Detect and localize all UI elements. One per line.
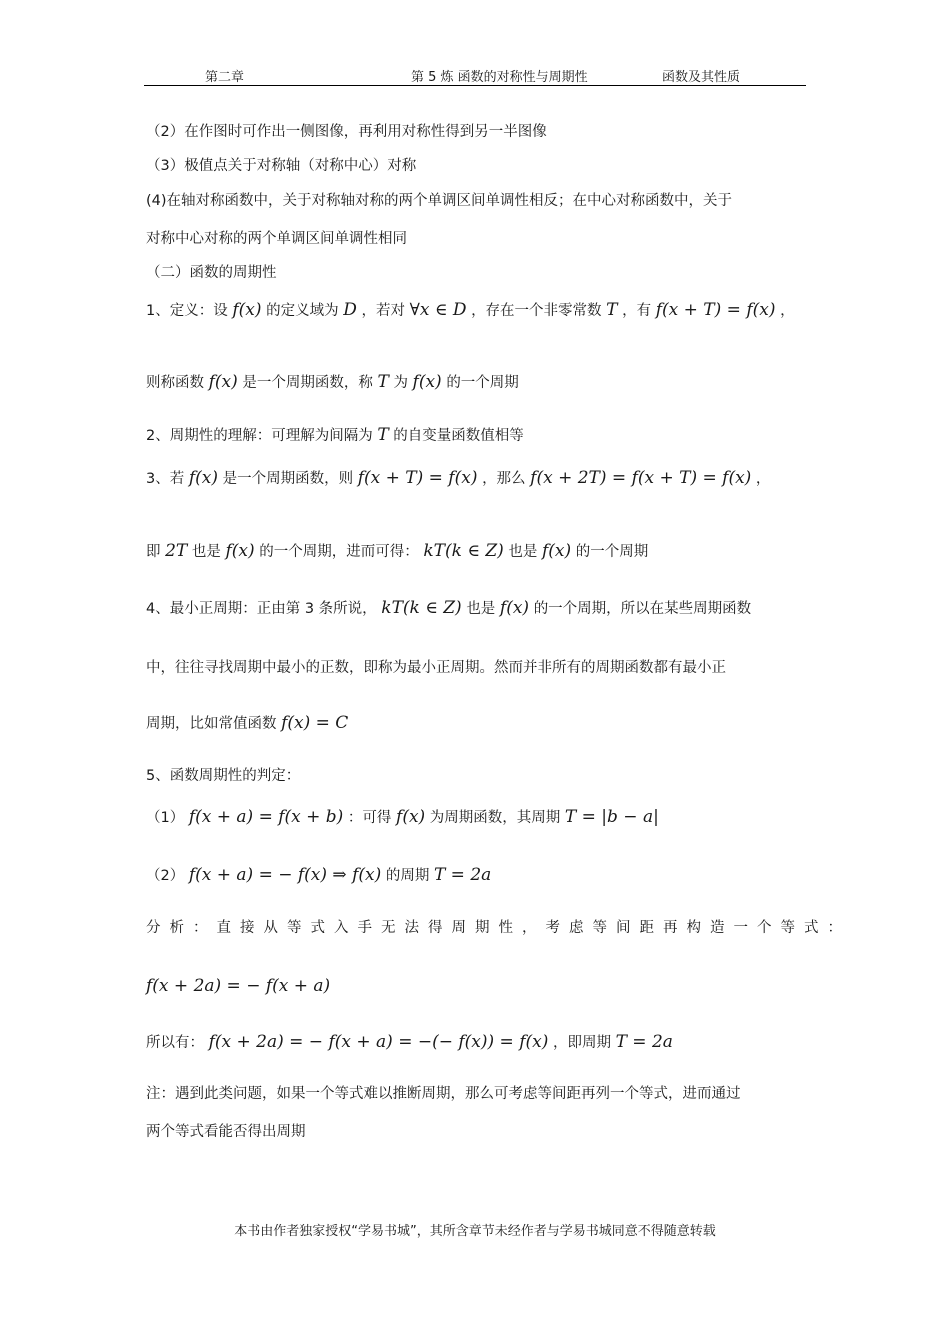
text: 则称函数 xyxy=(146,375,204,391)
header-section: 第 5 炼 函数的对称性与周期性 xyxy=(411,70,588,85)
point-3-conclusion xyxy=(146,541,648,562)
header-rule xyxy=(144,85,806,86)
formula-criterion-1: f(x + a) = f(x + b) xyxy=(188,807,344,827)
formula-T: T xyxy=(377,372,389,392)
text: 为周期函数，其周期 xyxy=(429,810,561,826)
formula-period-2: T = 2a xyxy=(615,1032,673,1052)
symmetry-point-3: （3）极值点关于对称轴（对称中心）对称 xyxy=(146,158,417,174)
text: ：可得 xyxy=(347,810,392,826)
text: 也是 xyxy=(508,544,538,560)
formula-fx: f(x) xyxy=(396,807,426,827)
formula-fx: f(x) xyxy=(412,372,442,392)
text: ， xyxy=(780,303,795,319)
point-4-line xyxy=(146,598,751,619)
symmetry-point-4: (4)在轴对称函数中，关于对称轴对称的两个单调区间单调性相反；在中心对称函数中，关于 xyxy=(146,193,733,209)
formula-fx: f(x) xyxy=(208,372,238,392)
formula-fxT: f(x + T) = f(x) xyxy=(655,300,776,320)
text: ，那么 xyxy=(482,471,526,487)
text: 的一个周期，进而可得： xyxy=(259,544,419,560)
text: 的一个周期，所以在某些周期函数 xyxy=(533,601,752,617)
header-topic: 函数及其性质 xyxy=(662,70,741,85)
formula-step: f(x + 2a) = − f(x + a) xyxy=(146,976,331,996)
text: 是一个周期函数，称 xyxy=(242,375,373,391)
text: 的周期 xyxy=(385,868,430,884)
formula-chain: f(x + 2a) = − f(x + a) = −(− f(x)) = f(x) xyxy=(208,1032,549,1052)
text: ，若对 xyxy=(361,303,405,319)
text: 为 xyxy=(393,375,408,391)
point-5-heading: 5、函数周期性的判定： xyxy=(146,768,301,784)
text: 即 xyxy=(146,544,161,560)
formula-period-2: T = 2a xyxy=(433,865,492,885)
symmetry-point-2: （2）在作图时可作出一侧图像，再利用对称性得到另一半图像 xyxy=(146,124,547,140)
text: ，有 xyxy=(622,303,652,319)
definition-line xyxy=(146,300,795,321)
text: 周期，比如常值函数 xyxy=(146,716,277,732)
text: 3、若 xyxy=(146,471,185,487)
formula-fx: f(x) xyxy=(542,541,572,561)
formula-fxT: f(x + T) = f(x) xyxy=(357,468,478,488)
note-line-2: 两个等式看能否得出周期 xyxy=(146,1124,306,1140)
text: ， xyxy=(755,471,771,487)
formula-fx2T: f(x + 2T) = f(x + T) = f(x) xyxy=(530,468,752,488)
text: 2、周期性的理解：可理解为间隔为 xyxy=(146,428,373,444)
analysis-equation xyxy=(146,976,330,997)
definition-conclusion xyxy=(146,372,519,393)
analysis-line: 分析：直接从等式入手无法得周期性，考虑等间距再构造一个等式： xyxy=(146,920,851,936)
formula-forall: ∀x ∈ D xyxy=(409,300,467,320)
text: 也是 xyxy=(191,544,221,560)
formula-domain: D xyxy=(343,300,357,320)
formula-fx: f(x) xyxy=(225,541,255,561)
derivation-line xyxy=(146,1032,673,1053)
note-line-1: 注：遇到此类问题，如果一个等式难以推断周期，那么可考虑等间距再列一个等式，进而通过 xyxy=(146,1086,741,1102)
symmetry-point-4-cont: 对称中心对称的两个单调区间单调性相同 xyxy=(146,231,407,247)
point-4-line-3 xyxy=(146,713,348,734)
text: 的一个周期 xyxy=(446,375,519,391)
text: 的自变量函数值相等 xyxy=(393,428,524,444)
formula-fx: f(x) xyxy=(188,468,218,488)
text: 也是 xyxy=(466,601,496,617)
formula-T: T xyxy=(377,425,389,445)
text: 的一个周期 xyxy=(575,544,649,560)
text: 1、定义：设 xyxy=(146,303,228,319)
text: 所以有： xyxy=(146,1035,204,1051)
formula-kT: kT(k ∈ Z) xyxy=(423,541,504,561)
text: （1） xyxy=(146,810,185,826)
text: （2） xyxy=(146,868,185,884)
formula-kT: kT(k ∈ Z) xyxy=(381,598,462,618)
formula-T: T xyxy=(606,300,618,320)
text: ，即周期 xyxy=(552,1035,611,1051)
header-chapter: 第二章 xyxy=(205,70,245,85)
point-2-line xyxy=(146,425,524,446)
section-heading-periodicity: （二）函数的周期性 xyxy=(146,265,277,281)
formula-constant: f(x) = C xyxy=(281,713,349,733)
criterion-2 xyxy=(146,865,491,886)
point-3-line xyxy=(146,468,770,489)
text: 的定义域为 xyxy=(266,303,339,319)
formula-2T: 2T xyxy=(165,541,188,561)
text: ，存在一个非零常数 xyxy=(471,303,602,319)
formula-period-1: T = |b − a| xyxy=(564,807,659,827)
formula-criterion-2: f(x + a) = − f(x) ⇒ f(x) xyxy=(188,865,382,885)
text: 4、最小正周期：正由第 3 条所说， xyxy=(146,601,377,617)
formula-fx: f(x) xyxy=(499,598,530,618)
page-footer: 本书由作者独家授权“学易书城”，其所含章节未经作者与学易书城同意不得随意转载 xyxy=(234,1224,716,1239)
criterion-1 xyxy=(146,807,659,828)
text: 是一个周期函数，则 xyxy=(222,471,354,487)
point-4-line-2: 中，往往寻找周期中最小的正数，即称为最小正周期。然而并非所有的周期函数都有最小正 xyxy=(146,660,726,676)
formula-fx: f(x) xyxy=(232,300,262,320)
